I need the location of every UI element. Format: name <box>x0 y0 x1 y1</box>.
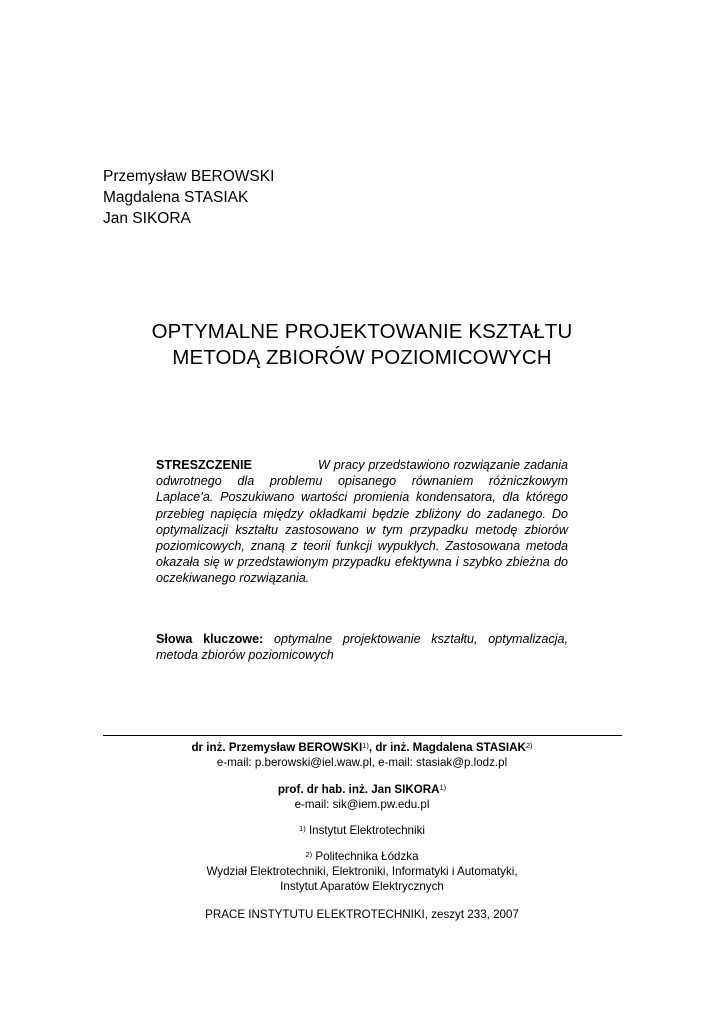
footer-separator: , <box>368 741 376 754</box>
author-name: Przemysław BEROWSKI <box>103 168 275 185</box>
footnote-marker: 1) <box>299 824 306 833</box>
affiliation-1-name: Instytut Elektrotechniki <box>308 824 425 837</box>
footer-emails: e-mail: p.berowski@iel.waw.pl, e-mail: stasiak@p.lodz.pl <box>216 756 508 769</box>
abstract-heading: STRESZCZENIE <box>156 458 252 472</box>
affiliation-2-name: Politechnika Łódzka <box>315 850 419 863</box>
footer-author-3: prof. dr hab. inż. Jan SIKORA <box>277 783 440 796</box>
title-line: OPTYMALNE PROJEKTOWANIE KSZTAŁTU <box>151 320 573 343</box>
footnote-divider <box>103 735 622 736</box>
footer-author-3-line <box>0 782 724 797</box>
footer-author-2: dr inż. Magdalena STASIAK <box>375 741 526 754</box>
journal-citation: PRACE INSTYTUTU ELEKTROTECHNIKI, zeszyt 233, 2007 <box>205 908 519 921</box>
author-name: Magdalena STASIAK <box>103 189 249 206</box>
affiliation-1 <box>0 823 724 838</box>
affiliation-2-faculty: Wydział Elektrotechniki, Elektroniki, Informatyki i Automatyki, <box>206 865 518 878</box>
keywords <box>156 631 568 663</box>
footer-authors-line <box>0 740 724 755</box>
abstract-text: W pracy przedstawiono rozwiązanie zadania odwrotnego dla problemu opisanego równaniem różniczkowym Laplace’a. Poszukiwano wartości promienia kondensatora, dla którego przebieg napięcia między okładkami będzie zbliżony do zadanego. Do optymalizacji kształtu zastosowano w tym przypadku metodę zbiorów poziomicowych, znaną z teorii funkcji wypukłych. Zastosowana metoda okazała się w przedstawionym przypadku efektywna i szybko zbieżna do oczekiwanego rozwiązania. <box>156 458 568 586</box>
author-name: Jan SIKORA <box>103 210 191 227</box>
keywords-label: Słowa kluczowe: <box>156 632 264 646</box>
author-list <box>103 166 274 229</box>
footer-email-3: e-mail: sik@iem.pw.edu.pl <box>294 798 430 811</box>
abstract <box>156 457 568 587</box>
keywords-text: optymalne projektowanie kształtu, optymalizacja, metoda zbiorów poziomicowych <box>156 632 569 663</box>
footnote-marker: 2) <box>305 850 313 859</box>
footnote-marker: 1) <box>439 783 447 792</box>
affiliation-2 <box>0 849 724 864</box>
affiliation-2-institute: Instytut Aparatów Elektrycznych <box>280 880 444 893</box>
footnote-marker: 2) <box>525 741 533 750</box>
footer-author-1: dr inż. Przemysław BEROWSKI <box>191 741 363 754</box>
title-line: METODĄ ZBIORÓW POZIOMICOWYCH <box>172 346 552 369</box>
footnote-marker: 1) <box>362 741 369 750</box>
paper-title <box>0 319 724 371</box>
author-affiliations <box>0 740 724 922</box>
